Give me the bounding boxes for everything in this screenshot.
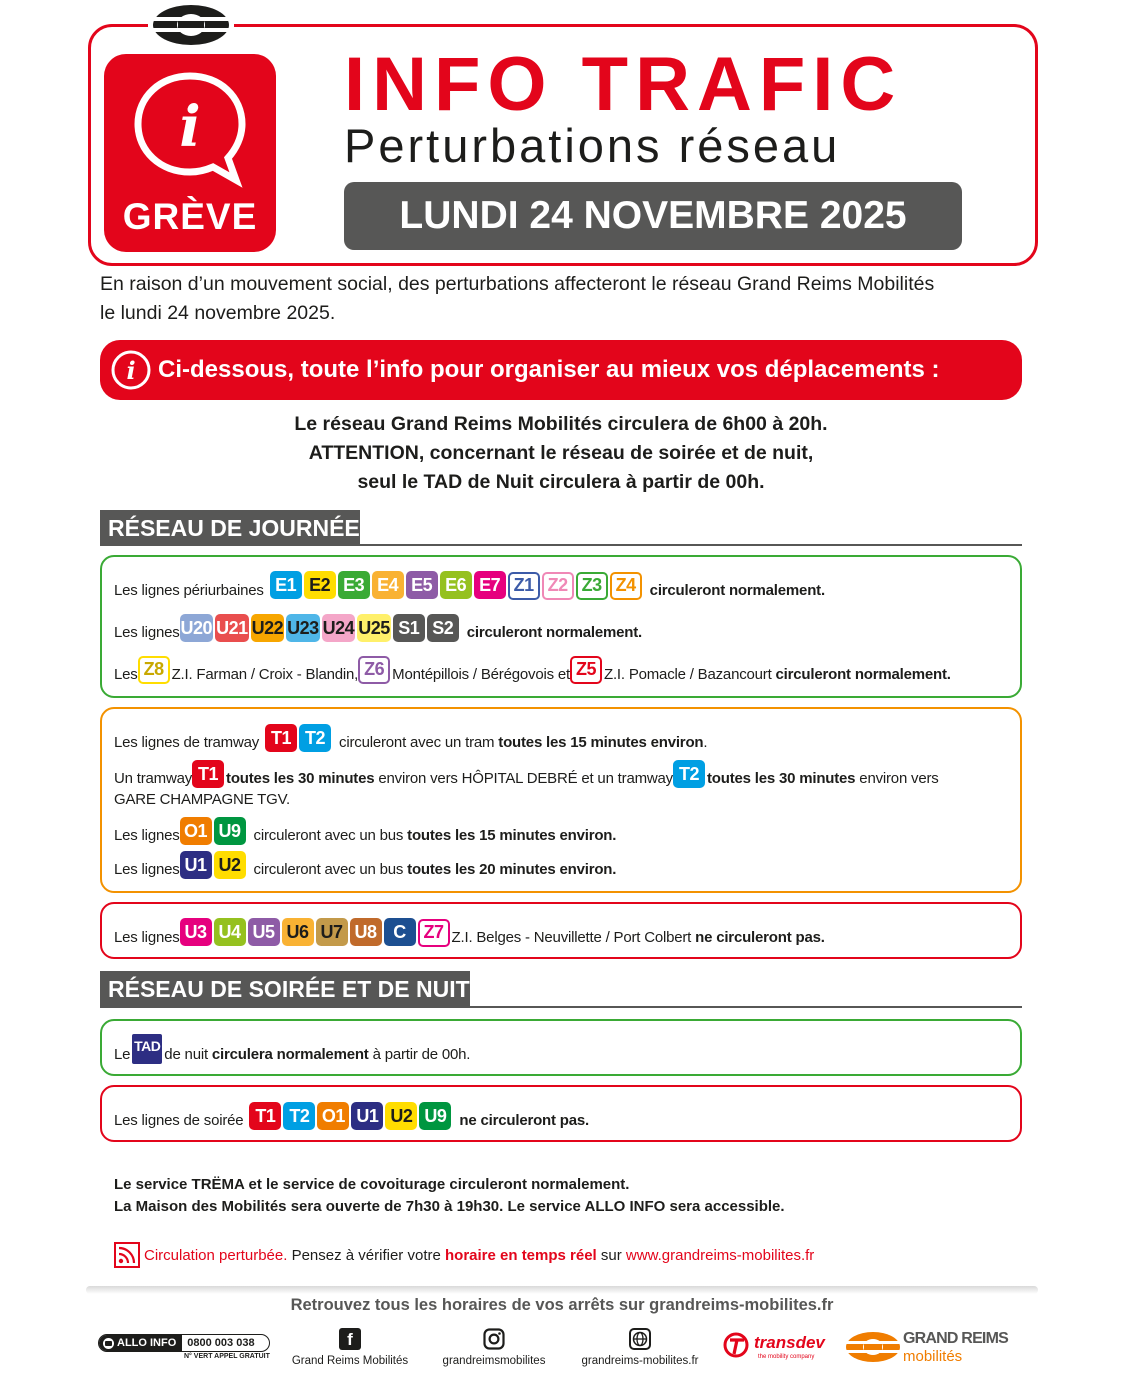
line-badge-u22: U22 [251,614,285,642]
line-badge-e1: E1 [270,571,302,599]
phone-icon [103,1338,114,1349]
z8-badge [138,656,172,684]
peri-lines-row: Les lignes périurbaines E1 E2 E3 E4 E5 E6 E7 Z1 Z2 Z3 Z4 circuleront normalement. [114,570,825,600]
website-link[interactable]: www.grandreims-mobilites.fr [625,1246,815,1264]
line-badge-u8: U8 [350,918,382,946]
line-badge-u3: U3 [180,918,212,946]
line-badge-u4: U4 [214,918,246,946]
line-badge-u2: U2 [385,1102,417,1130]
notice-line-2: ATTENTION, concernant le réseau de soirée et de nuit, [308,442,814,464]
suspended-badges [180,918,452,947]
transdev-icon [722,1330,752,1360]
line-badge-z6: Z6 [358,656,390,684]
intro-line-2: le lundi 24 novembre 2025. [100,302,336,324]
o1-u9-row: Les lignes O1 U9 circuleront avec un bus toutes les 15 minutes environ. [114,815,616,845]
footer-tagline: Retrouvez tous les horaires de vos arrêts sur grandreims-mobilites.fr [290,1296,834,1314]
facebook-icon: f [339,1328,361,1350]
page-title: INFO TRAFIC [344,42,903,127]
t2-badge [673,760,707,788]
line-badge-e6: E6 [440,571,472,599]
line-badge-o1: O1 [317,1102,349,1130]
line-badge-u7: U7 [316,918,348,946]
line-badge-o1: O1 [180,817,212,845]
intro-text [100,270,1030,328]
footer-divider [86,1286,1038,1294]
line-badge-e4: E4 [372,571,404,599]
line-badge-u20: U20 [180,614,214,642]
line-badge-t1: T1 [265,724,297,752]
line-badge-u9: U9 [419,1102,451,1130]
line-badge-u24: U24 [322,614,356,642]
realtime-row: Circulation perturbée. Pensez à vérifier votre horaire en temps réel sur www.grandreims-mobilites.fr [114,1242,814,1268]
line-badge-u1: U1 [351,1102,383,1130]
line-badge-z7: Z7 [418,919,450,947]
line-badge-u25: U25 [357,614,391,642]
line-badge-u1: U1 [180,851,212,879]
day-network-heading: RÉSEAU DE JOURNÉE [100,510,360,546]
realtime-icon [114,1242,140,1268]
u1-u2-badges [180,851,248,879]
line-badge-t2: T2 [283,1102,315,1130]
notice-line-1: Le réseau Grand Reims Mobilités circulera de 6h00 à 20h. [294,413,828,435]
line-badge-u9: U9 [214,817,246,845]
grand-reims-logo: GRAND REIMS mobilités [844,1328,1024,1368]
transdev-logo: transdev the mobility company [722,1330,832,1366]
line-badge-s1: S1 [393,614,425,642]
line-badge-z5: Z5 [570,656,602,684]
info-banner-text: Ci-dessous, toute l’info pour organiser au mieux vos déplacements : [158,356,940,383]
services-line-1: Le service TRËMA et le service de covoiturage circuleront normalement. [114,1176,630,1193]
line-badge-u23: U23 [286,614,320,642]
date-banner: LUNDI 24 NOVEMBRE 2025 [344,182,962,250]
line-badge-e5: E5 [406,571,438,599]
suspended-lines-row: Les lignes U3 U4 U5 U6 U7 U8 C Z7 Z.I. Belges - Neuvillette / Port Colbert ne circuleront pas. [114,917,825,947]
line-badge-t2: T2 [673,760,705,788]
line-badge-u5: U5 [248,918,280,946]
peri-badges [270,571,644,600]
line-badge-z2: Z2 [542,572,574,600]
tad-badge: TAD [132,1034,162,1064]
line-badge-z1: Z1 [508,572,540,600]
z5-badge [570,656,604,684]
strike-label: GRÈVE [122,196,258,237]
grand-reims-icon [844,1330,902,1364]
network-logo-icon [148,2,234,48]
svg-text:i: i [179,94,201,160]
facebook-link[interactable]: f Grand Reims Mobilités [291,1330,409,1367]
instagram-icon [483,1328,505,1350]
line-badge-t1: T1 [192,760,224,788]
strike-info-badge [104,54,276,252]
line-badge-t2: T2 [299,724,331,752]
notice-line-3: seul le TAD de Nuit circulera à partir de 00h. [357,471,765,493]
page-subtitle: Perturbations réseau [344,119,841,172]
o1-u9-badges [180,817,248,845]
services-line-2: La Maison des Mobilités sera ouverte de 7h30 à 19h30. Le service ALLO INFO sera accessible. [114,1198,785,1215]
evening-lines-row: Les lignes de soirée T1 T2 O1 U1 U2 U9 ne circuleront pas. [114,1100,589,1130]
line-badge-z3: Z3 [576,572,608,600]
evening-badges [249,1102,453,1130]
line-badge-u2: U2 [214,851,246,879]
service-hours-notice [100,410,1022,497]
tram-badges [265,724,333,752]
night-network-heading: RÉSEAU DE SOIRÉE ET DE NUIT [100,971,470,1007]
zone-lines-row: Les Z8 Z.I. Farman / Croix - Blandin, Z6 Montépillois / Bérégovois et Z5 Z.I. Pomacle / Bazancourt circuleront normalement. [114,654,951,684]
info-bubble-icon [130,68,250,188]
globe-icon [629,1328,651,1350]
info-circle-icon [110,349,152,391]
urban-lines-row: Les lignes U20 U21 U22 U23 U24 U25 S1 S2 circuleront normalement. [114,612,642,642]
svg-text:i: i [126,356,136,385]
u1-u2-row: Les lignes U1 U2 circuleront avec un bus toutes les 20 minutes environ. [114,849,616,879]
tad-row: Le TAD de nuit circulera normalement à partir de 00h. [114,1034,470,1064]
tram-row: Les lignes de tramway T1 T2 circuleront avec un tram toutes les 15 minutes environ . [114,722,707,752]
line-badge-e7: E7 [474,571,506,599]
line-badge-s2: S2 [427,614,459,642]
intro-line-1: En raison d’un mouvement social, des perturbations affecteront le réseau Grand Reims Mobilités [100,273,935,295]
allo-info-pill: ALLO INFO 0800 003 038 [98,1334,270,1352]
instagram-link[interactable]: grandreimsmobilites [434,1328,554,1367]
urban-badges [180,614,461,642]
line-badge-u21: U21 [215,614,249,642]
line-badge-z4: Z4 [610,572,642,600]
allo-number[interactable]: 0800 003 038 [187,1337,255,1349]
info-banner [100,340,1022,400]
line-badge-c: C [384,918,416,946]
line-badge-e3: E3 [338,571,370,599]
divider [100,1006,1022,1008]
line-badge-e2: E2 [304,571,336,599]
line-badge-t1: T1 [249,1102,281,1130]
allo-subtitle: N° VERT APPEL GRATUIT [184,1353,270,1360]
divider [100,544,1022,546]
line-badge-z8: Z8 [138,656,170,684]
tram-frequency-row: Un tramway T1 toutes les 30 minutes environ vers HÔPITAL DEBRÉ et un tramway T2 toutes les 30 minutes environ vers [114,758,939,788]
web-link[interactable]: grandreims-mobilites.fr [574,1328,706,1367]
z6-badge [358,656,392,684]
tram-frequency-row-cont: GARE CHAMPAGNE TGV. [114,791,290,808]
line-badge-u6: U6 [282,918,314,946]
services-text [114,1174,785,1218]
